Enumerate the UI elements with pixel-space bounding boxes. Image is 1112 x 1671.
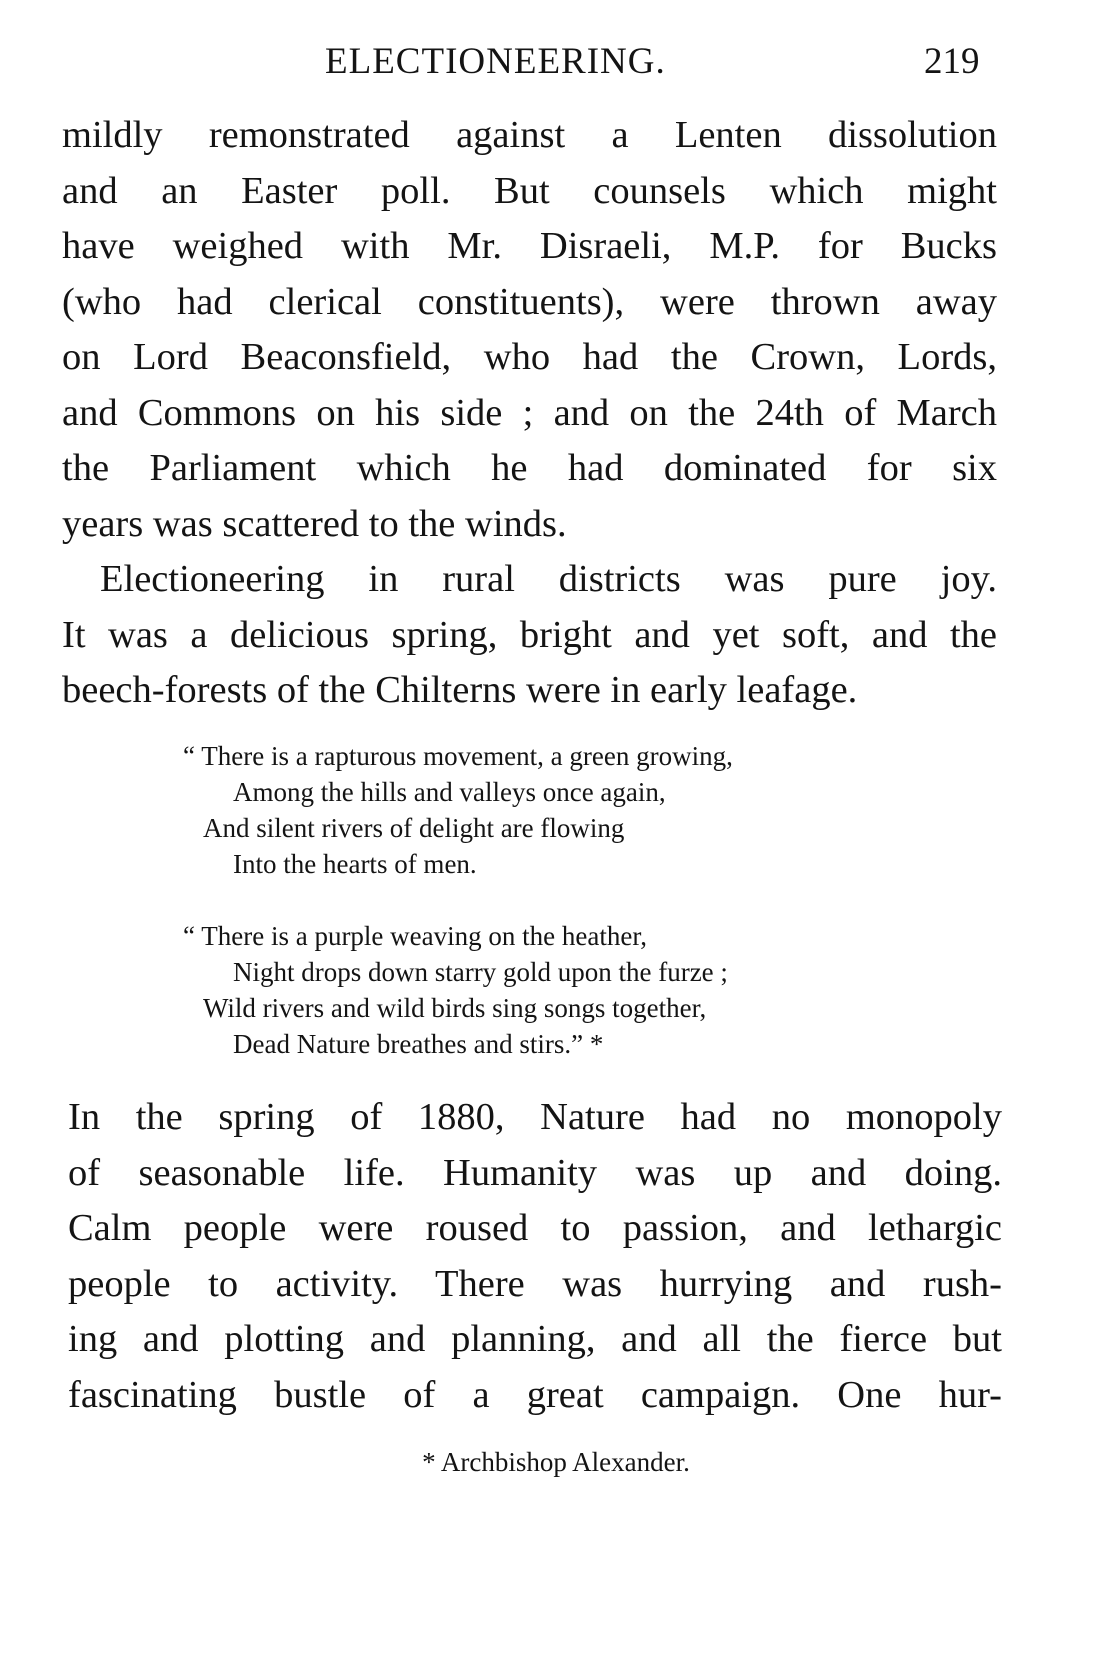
running-title: ELECTIONEERING. [325,41,666,82]
text-line: the Parliament which he had dominated for six [62,447,997,489]
poem-stanza-1 [183,738,733,882]
footnote: * Archbishop Alexander. [422,1447,690,1477]
text-line: Calm people were roused to passion, and lethargic [68,1207,1002,1249]
verse-line: And silent rivers of delight are flowing [203,813,625,843]
text-line: fascinating bustle of a great campaign. One hur- [68,1373,1002,1416]
verse-line: Dead Nature breathes and stirs.” * [233,1029,604,1059]
text-line: of seasonable life. Humanity was up and doing. [68,1151,1002,1194]
text-line: and an Easter poll. But counsels which might [62,169,997,212]
paragraph-2 [62,552,997,719]
text-line: ing and plotting and planning, and all the fierce but [68,1318,1002,1360]
paragraph-1 [62,108,997,552]
text-line: Electioneering in rural districts was pure joy. [100,558,997,600]
page-header [0,40,1112,90]
verse-line: Into the hearts of men. [233,849,477,879]
verse-line: Night drops down starry gold upon the furze ; [233,957,728,987]
text-line: years was scattered to the winds. [62,502,567,545]
verse-line: “ There is a purple weaving on the heather, [183,921,647,951]
poem-stanza-2 [183,918,728,1062]
text-line: people to activity. There was hurrying and rush- [68,1262,1002,1305]
text-line: beech-forests of the Chilterns were in early leafage. [62,669,858,711]
page-number: 219 [924,41,980,82]
text-line: and Commons on his side ; and on the 24th of March [62,391,997,434]
text-line: mildly remonstrated against a Lenten dissolution [62,114,997,156]
text-line: It was a delicious spring, bright and yet soft, and the [62,613,997,656]
verse-line: “ There is a rapturous movement, a green growing, [183,741,733,771]
verse-line: Among the hills and valleys once again, [233,777,666,807]
paragraph-3 [68,1090,1002,1423]
text-line: In the spring of 1880, Nature had no monopoly [68,1096,1002,1138]
text-line: on Lord Beaconsfield, who had the Crown, Lords, [62,336,997,378]
verse-line: Wild rivers and wild birds sing songs together, [203,993,707,1023]
text-line: have weighed with Mr. Disraeli, M.P. for Bucks [62,225,997,267]
text-line: (who had clerical constituents), were thrown away [62,280,997,323]
